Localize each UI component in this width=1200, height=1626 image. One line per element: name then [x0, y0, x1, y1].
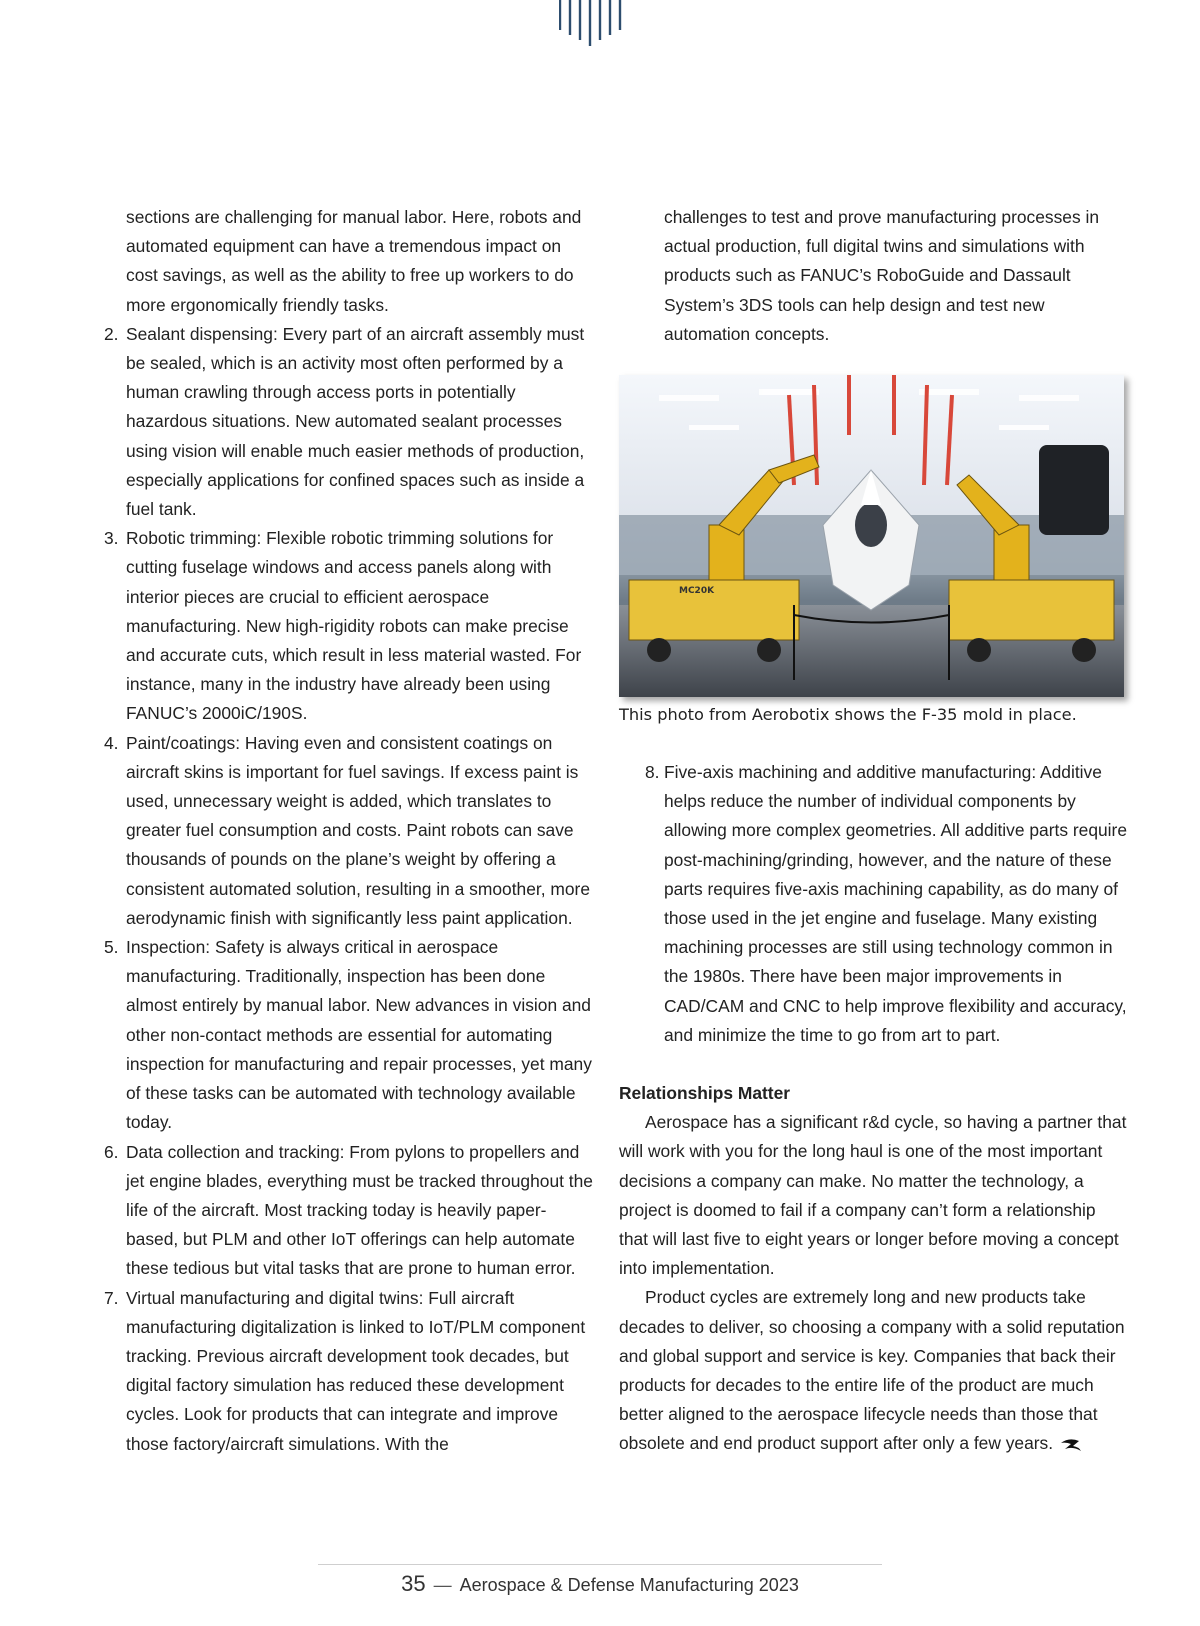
continued-paragraph: sections are challenging for manual labor. Here, robots and automated equipment can have a tremendous impact on cost savings, as well as the ability to free up workers to do more ergonomically friendly tasks.: [126, 207, 582, 315]
vertical-lines-ornament: [559, 0, 641, 48]
right-column-bottom: [619, 758, 1129, 1459]
list-item-text: Paint/coatings: Having even and consistent coatings on aircraft skins is important for fuel savings. If excess paint is used, unnecessary weight is added, which translates to greater fuel consumption and costs. Paint robots can save thousands of pounds on the plane’s weight by offering a consistent automated solution, resulting in a smoother, more aerodynamic finish with significantly less paint application.: [126, 732, 591, 928]
list-item-text: Data collection and tracking: From pylons to propellers and jet engine blades, everything must be tracked throughout the life of the aircraft. Most tracking today is heavily paper-based, but PLM and other IoT offerings can help automate these tedious but vital tasks that are prone to human error.: [126, 1141, 593, 1279]
list-number: 4.: [104, 732, 119, 753]
paragraph-text: Product cycles are extremely long and new products take decades to deliver, so choosing a company with a solid reputation and global support and service is key. Companies that back their products for decades to the entire life of the product are much better aligned to the aerospace lifecycle needs than those that obsolete and end product support after only a few years.: [619, 1287, 1125, 1454]
section-heading: Relationships Matter: [619, 1083, 791, 1104]
footer-rule: [318, 1564, 882, 1565]
left-column: [104, 203, 594, 1459]
list-item-text: Sealant dispensing: Every part of an aircraft assembly must be sealed, which is an activity most often performed by a human crawling through access ports in potentially hazardous situations. New automated sealant processes using vision will enable much easier methods of production, especially applications for confined spaces such as inside a fuel tank.: [126, 323, 585, 520]
list-item-text: Robotic trimming: Flexible robotic trimming solutions for cutting fuselage windows and access panels along with interior pieces are crucial to efficient aerospace manufacturing. New high-rigidity robots can make precise and accurate cuts, which result in less material wasted. For instance, many in the industry have already been using FANUC’s 2000iC/190S.: [126, 528, 582, 724]
list-item-text: Virtual manufacturing and digital twins: Full aircraft manufacturing digitalization is linked to IoT/PLM component tracking. Previous aircraft development took decades, but digital factory simulation has reduced these development cycles. Look for products that can integrate and improve those factory/aircraft simulations. With the: [126, 1287, 586, 1454]
list-number: 6.: [104, 1141, 119, 1162]
body-paragraph: Aerospace has a significant r&d cycle, so having a partner that will work with you for the long haul is one of the most important decisions a company can make. No matter the technology, a project is doomed to fail if a company can’t form a relationship that will last five to eight years or longer before moving a concept into implementation.: [619, 1112, 1127, 1279]
continued-paragraph: challenges to test and prove manufacturing processes in actual production, full digital twins and simulations with products such as FANUC’s RoboGuide and Dassault System’s 3DS tools can help design and test new automation concepts.: [664, 207, 1100, 344]
right-column-top: [619, 203, 1119, 349]
photo-caption: This photo from Aerobotix shows the F-35 mold in place.: [619, 705, 1077, 724]
list-item-text: Five-axis machining and additive manufacturing: Additive helps reduce the number of individual components by allowing more complex geometries. All additive parts require post-machining/grinding, however, and the nature of these parts requires five-axis machining capability, as do many of those used in the jet engine and fuselage. Many existing machining processes are still using technology common in the 1980s. There have been major improvements in CAD/CAM and CNC to help improve flexibility and accuracy, and minimize the time to go from art to part.: [664, 762, 1127, 1045]
list-item: [104, 320, 594, 524]
list-item: [104, 1138, 594, 1284]
article-photo: [619, 375, 1124, 697]
cart-label: MC20K: [679, 586, 715, 596]
list-item: [104, 524, 594, 728]
list-item-text: Inspection: Safety is always critical in aerospace manufacturing. Traditionally, inspection has been done almost entirely by manual labor. New advances in vision and other non-contact methods are essential for automating inspection for manufacturing and repair processes, yet many of these tasks can be automated with technology available today.: [126, 937, 592, 1133]
end-of-article-icon: [1059, 1437, 1083, 1453]
list-number: 5.: [104, 937, 119, 958]
body-paragraph: [619, 1283, 1129, 1458]
list-item: [104, 933, 594, 1137]
list-number: 7.: [104, 1287, 119, 1308]
list-item: [104, 1284, 594, 1459]
list-item: [619, 758, 1129, 1050]
publication-title: Aerospace & Defense Manufacturing 2023: [459, 1575, 799, 1595]
list-number: 8.: [645, 762, 660, 782]
list-number: 3.: [104, 528, 119, 549]
footer-separator: —: [433, 1575, 452, 1595]
list-item: [104, 729, 594, 933]
list-number: 2.: [104, 323, 119, 344]
page-number: 35: [401, 1571, 426, 1596]
page-footer: [0, 1571, 1200, 1597]
hangar-robots-image: [619, 375, 1124, 697]
